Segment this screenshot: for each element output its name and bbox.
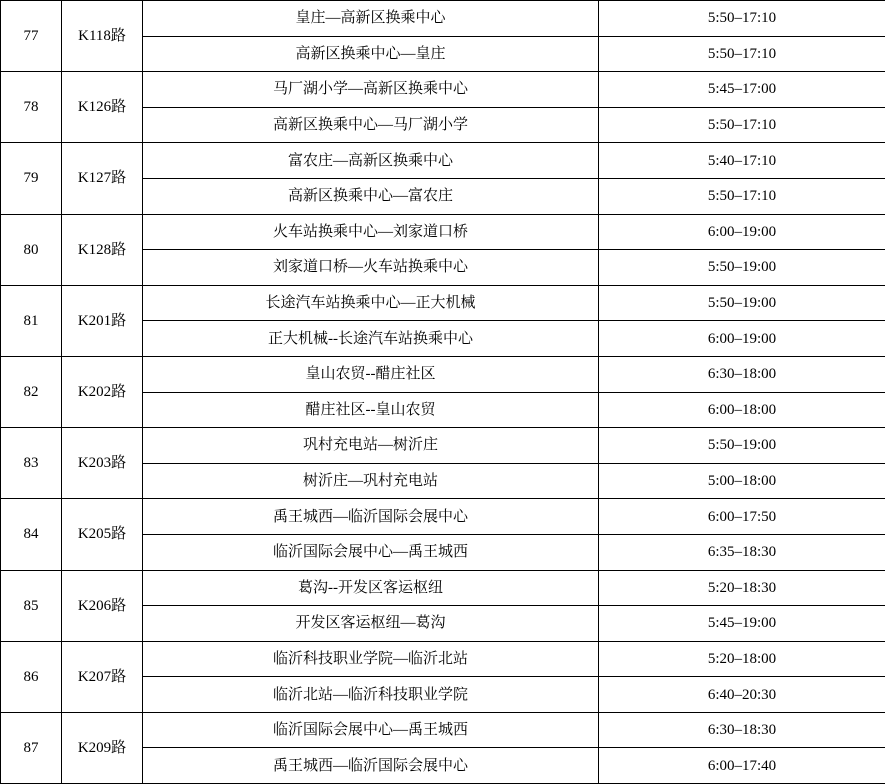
table-row	[1, 428, 885, 464]
route-direction: 临沂国际会展中心—禹王城西	[143, 712, 599, 748]
route-time: 6:35–18:30	[599, 534, 885, 570]
route-direction: 开发区客运枢纽—葛沟	[143, 606, 599, 642]
table-row	[1, 72, 885, 108]
route-time: 5:45–19:00	[599, 606, 885, 642]
route-time: 5:50–17:10	[599, 1, 885, 37]
route-direction: 禹王城西—临沂国际会展中心	[143, 748, 599, 784]
route-direction: 刘家道口桥—火车站换乘中心	[143, 250, 599, 286]
route-index: 87	[1, 712, 62, 783]
route-index: 86	[1, 641, 62, 712]
table-row	[1, 356, 885, 392]
route-number: K202路	[62, 356, 143, 427]
route-time: 5:50–17:10	[599, 36, 885, 72]
route-index: 80	[1, 214, 62, 285]
table-row	[1, 570, 885, 606]
route-direction: 皇山农贸--醋庄社区	[143, 356, 599, 392]
route-direction: 长途汽车站换乘中心—正大机械	[143, 285, 599, 321]
route-index: 81	[1, 285, 62, 356]
table-row	[1, 214, 885, 250]
table-row	[1, 712, 885, 748]
route-index: 78	[1, 72, 62, 143]
route-index: 83	[1, 428, 62, 499]
route-direction: 正大机械--长途汽车站换乘中心	[143, 321, 599, 357]
route-number: K118路	[62, 1, 143, 72]
table-row	[1, 1, 885, 37]
route-direction: 临沂北站—临沂科技职业学院	[143, 677, 599, 713]
route-time: 6:30–18:00	[599, 356, 885, 392]
route-time: 5:20–18:00	[599, 641, 885, 677]
route-direction: 火车站换乘中心—刘家道口桥	[143, 214, 599, 250]
route-time: 5:50–17:10	[599, 107, 885, 143]
route-direction: 马厂湖小学—高新区换乘中心	[143, 72, 599, 108]
route-time: 6:30–18:30	[599, 712, 885, 748]
route-direction: 巩村充电站—树沂庄	[143, 428, 599, 464]
route-number: K209路	[62, 712, 143, 783]
route-index: 79	[1, 143, 62, 214]
route-number: K206路	[62, 570, 143, 641]
route-number: K201路	[62, 285, 143, 356]
route-number: K205路	[62, 499, 143, 570]
route-direction: 高新区换乘中心—马厂湖小学	[143, 107, 599, 143]
route-direction: 醋庄社区--皇山农贸	[143, 392, 599, 428]
route-direction: 皇庄—高新区换乘中心	[143, 1, 599, 37]
route-index: 84	[1, 499, 62, 570]
route-direction: 富农庄—高新区换乘中心	[143, 143, 599, 179]
route-number: K203路	[62, 428, 143, 499]
route-time: 6:00–17:40	[599, 748, 885, 784]
route-index: 82	[1, 356, 62, 427]
route-time: 6:00–19:00	[599, 214, 885, 250]
route-direction: 高新区换乘中心—皇庄	[143, 36, 599, 72]
route-time: 5:50–17:10	[599, 178, 885, 214]
table-body	[1, 1, 885, 784]
route-time: 6:00–17:50	[599, 499, 885, 535]
route-number: K207路	[62, 641, 143, 712]
route-direction: 葛沟--开发区客运枢纽	[143, 570, 599, 606]
route-time: 5:00–18:00	[599, 463, 885, 499]
table-row	[1, 641, 885, 677]
route-number: K128路	[62, 214, 143, 285]
route-number: K126路	[62, 72, 143, 143]
table-row	[1, 499, 885, 535]
route-time: 5:20–18:30	[599, 570, 885, 606]
route-direction: 树沂庄—巩村充电站	[143, 463, 599, 499]
route-time: 6:40–20:30	[599, 677, 885, 713]
route-time: 6:00–19:00	[599, 321, 885, 357]
route-index: 85	[1, 570, 62, 641]
route-time: 5:50–19:00	[599, 250, 885, 286]
route-number: K127路	[62, 143, 143, 214]
route-index: 77	[1, 1, 62, 72]
route-direction: 高新区换乘中心—富农庄	[143, 178, 599, 214]
route-time: 5:45–17:00	[599, 72, 885, 108]
table-row	[1, 143, 885, 179]
route-direction: 临沂国际会展中心—禹王城西	[143, 534, 599, 570]
route-time: 5:50–19:00	[599, 428, 885, 464]
route-time: 5:50–19:00	[599, 285, 885, 321]
table-row	[1, 285, 885, 321]
route-time: 5:40–17:10	[599, 143, 885, 179]
route-direction: 禹王城西—临沂国际会展中心	[143, 499, 599, 535]
route-time: 6:00–18:00	[599, 392, 885, 428]
route-direction: 临沂科技职业学院—临沂北站	[143, 641, 599, 677]
